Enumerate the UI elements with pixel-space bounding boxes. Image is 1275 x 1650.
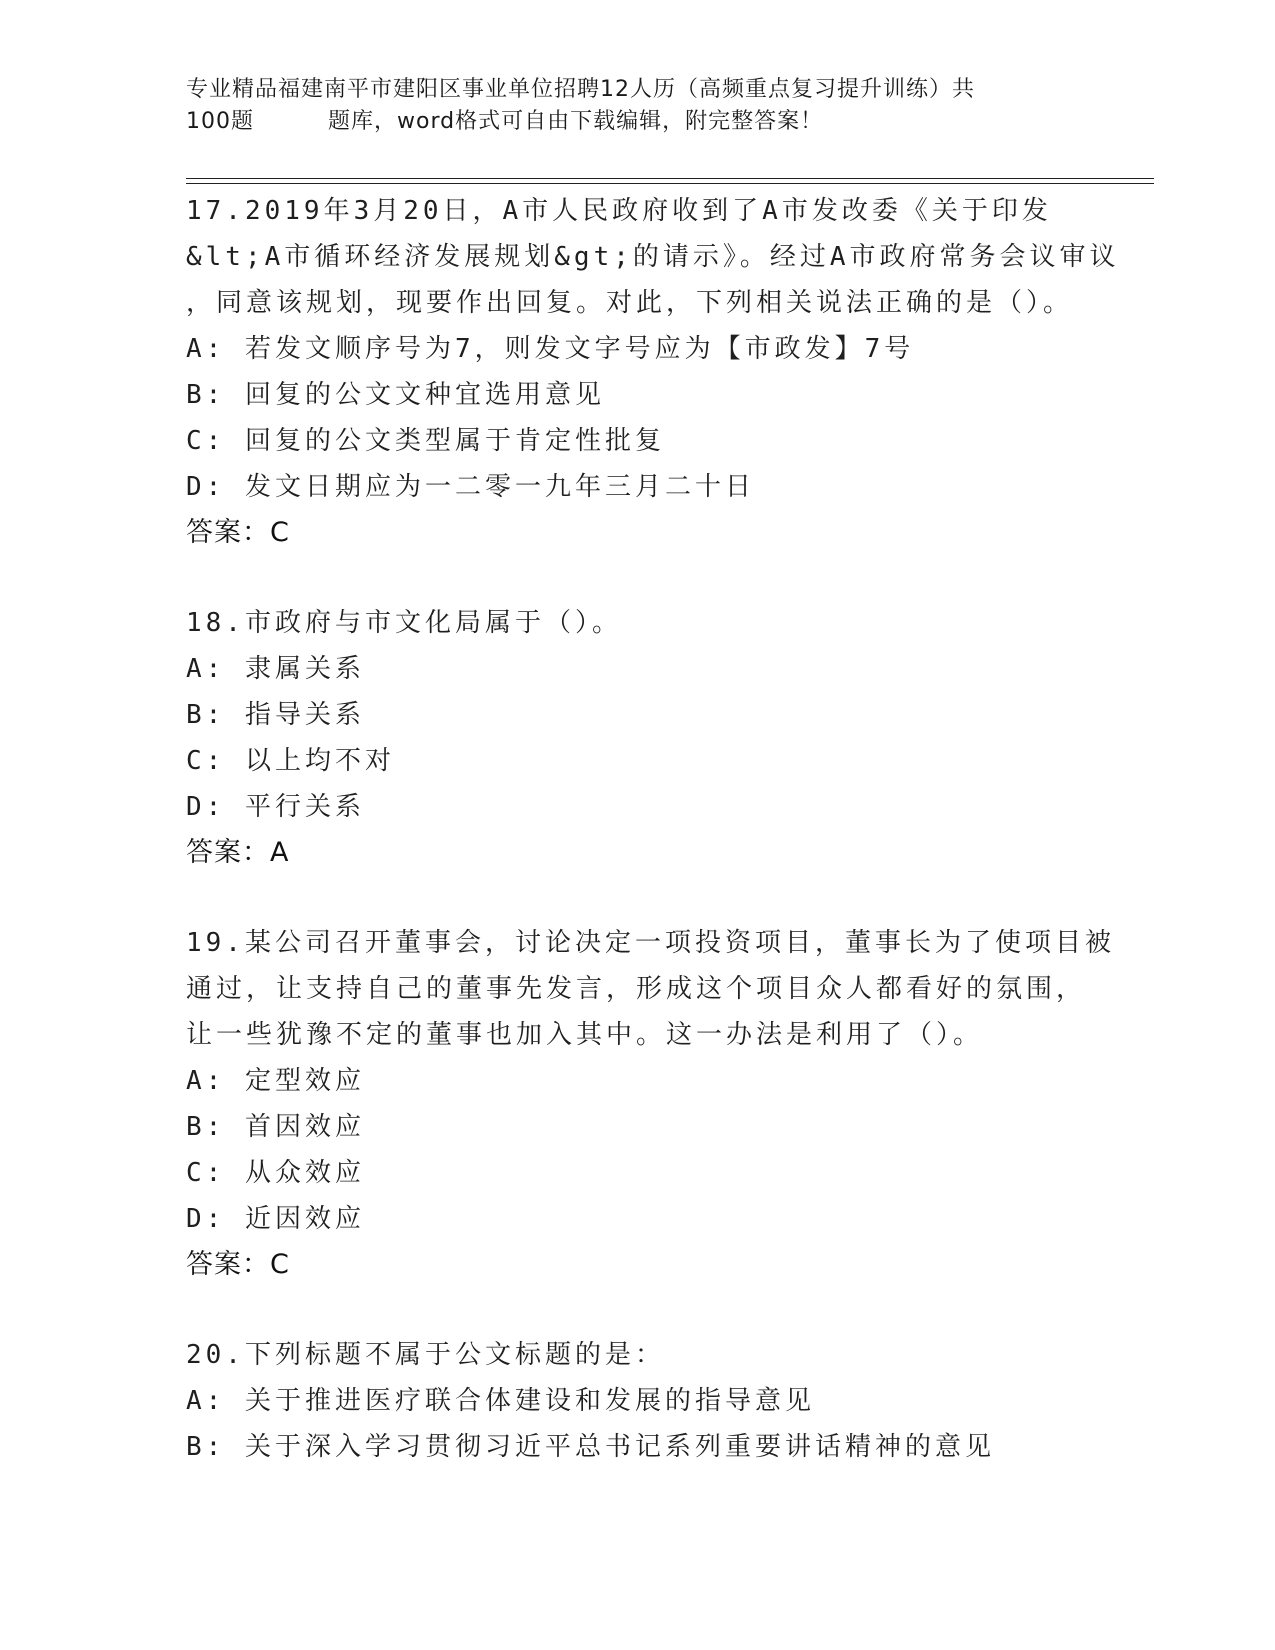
answer-label: 答案：A — [186, 837, 290, 868]
question-18 — [186, 600, 1146, 876]
answer-label: 答案：C — [186, 517, 290, 548]
header-divider-bottom — [186, 183, 1154, 184]
header-description: 题库，word格式可自由下载编辑，附完整答案！ — [328, 109, 824, 134]
question-17 — [186, 188, 1146, 556]
question-list — [186, 188, 1146, 1514]
option-a: A: 若发文顺序号为7，则发文字号应为【市政发】7号 — [186, 334, 915, 364]
option-b: B: 回复的公文文种宜选用意见 — [186, 380, 605, 410]
question-19 — [186, 920, 1146, 1288]
option-c: C: 从众效应 — [186, 1158, 365, 1188]
header-title-line-2 — [186, 106, 1086, 138]
option-d: D: 近因效应 — [186, 1204, 365, 1234]
option-a: A: 隶属关系 — [186, 654, 365, 684]
question-stem-line: 18.市政府与市文化局属于（）。 — [186, 608, 622, 638]
document-header — [186, 74, 1086, 138]
option-a: A: 定型效应 — [186, 1066, 365, 1096]
option-a: A: 关于推进医疗联合体建设和发展的指导意见 — [186, 1386, 815, 1416]
header-title-line-1: 专业精品福建南平市建阳区事业单位招聘12人历（高频重点复习提升训练）共 — [186, 77, 975, 102]
question-stem-line: &lt;A市循环经济发展规划&gt;的请示》。经过A市政府常务会议审议 — [186, 242, 1120, 272]
option-c: C: 以上均不对 — [186, 746, 395, 776]
option-b: B: 指导关系 — [186, 700, 365, 730]
question-stem-line: 20.下列标题不属于公文标题的是： — [186, 1340, 665, 1370]
header-count: 100题 — [186, 109, 254, 134]
option-b: B: 关于深入学习贯彻习近平总书记系列重要讲话精神的意见 — [186, 1432, 995, 1462]
question-stem-line: 17.2019年3月20日，A市人民政府收到了A市发改委《关于印发 — [186, 196, 1052, 226]
question-stem-line: 让一些犹豫不定的董事也加入其中。这一办法是利用了（）。 — [186, 1020, 984, 1050]
question-stem-line: 19.某公司召开董事会，讨论决定一项投资项目，董事长为了使项目被 — [186, 928, 1115, 958]
answer-label: 答案：C — [186, 1249, 290, 1280]
option-d: D: 平行关系 — [186, 792, 365, 822]
header-divider-top — [186, 178, 1154, 179]
question-stem-line: ，同意该规划，现要作出回复。对此，下列相关说法正确的是（）。 — [186, 288, 1074, 318]
option-b: B: 首因效应 — [186, 1112, 365, 1142]
question-20 — [186, 1332, 1146, 1470]
option-c: C: 回复的公文类型属于肯定性批复 — [186, 426, 665, 456]
option-d: D: 发文日期应为一二零一九年三月二十日 — [186, 472, 755, 502]
question-stem-line: 通过，让支持自己的董事先发言，形成这个项目众人都看好的氛围， — [186, 974, 1087, 1004]
